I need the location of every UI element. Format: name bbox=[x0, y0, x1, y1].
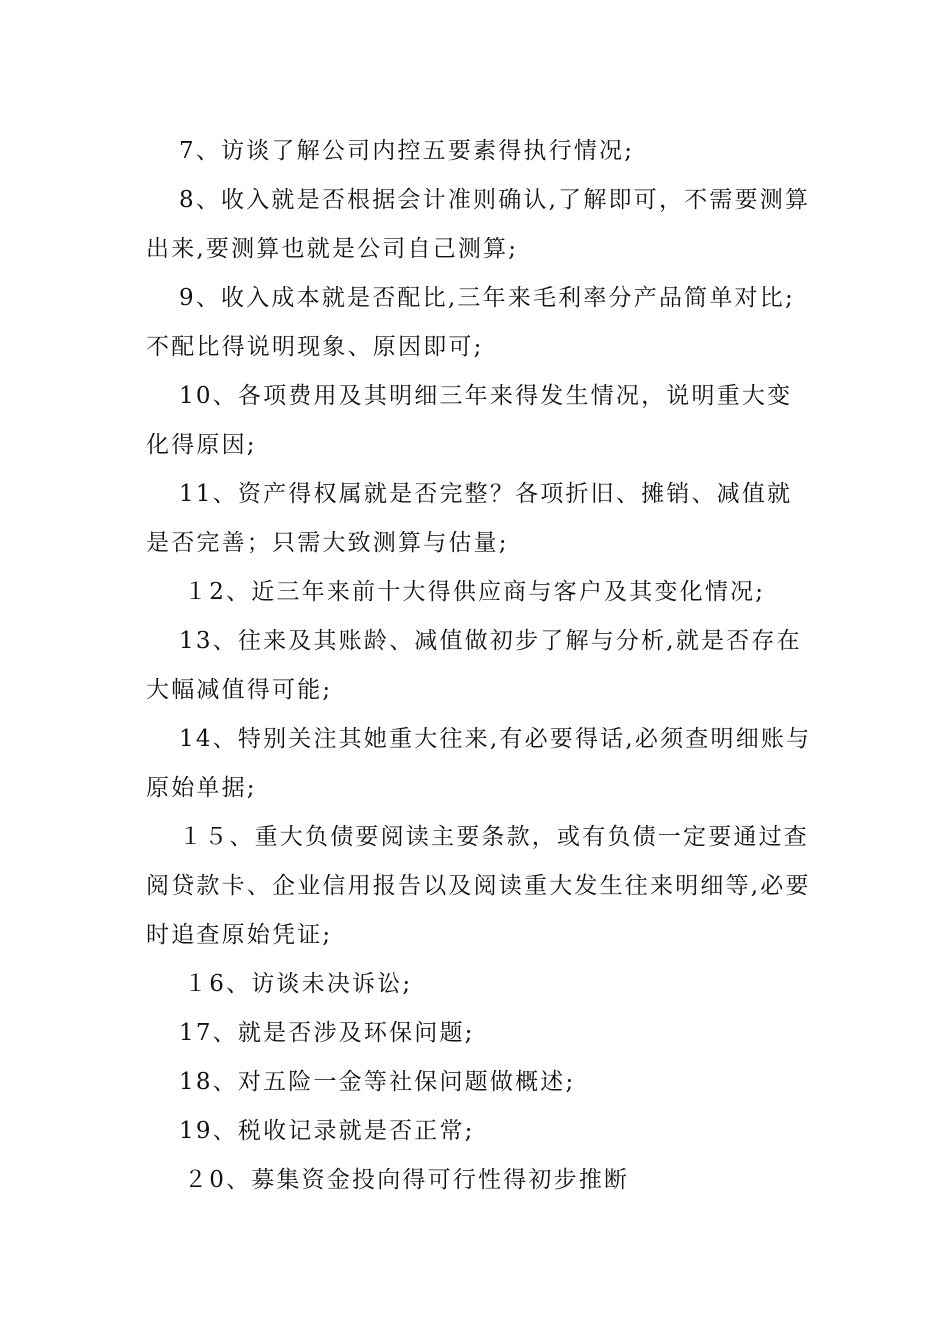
document-body bbox=[146, 127, 812, 1205]
list-item: 10、各项费用及其明细三年来得发生情况，说明重大变化得原因; bbox=[146, 383, 793, 458]
list-item: １５、重大负债要阅读主要条款，或有负债一定要通过查阅贷款卡、企业信用报告以及阅读重大发生往来明细等,必要时追查原始凭证; bbox=[146, 824, 811, 948]
list-item: 13、往来及其账龄、减值做初步了解与分析,就是否存在大幅减值得可能; bbox=[146, 628, 802, 703]
list-item: １6、访谈未决诉讼; bbox=[184, 971, 413, 997]
list-item: 17、就是否涉及环保问题; bbox=[179, 1020, 475, 1046]
list-item: 9、收入成本就是否配比,三年来毛利率分产品简单对比;不配比得说明现象、原因即可; bbox=[146, 285, 795, 360]
list-item: ２0、募集资金投向得可行性得初步推断 bbox=[184, 1167, 630, 1193]
list-item: 7、访谈了解公司内控五要素得执行情况; bbox=[179, 138, 635, 164]
list-item: 14、特别关注其她重大往来,有必要得话,必须查明细账与原始单据; bbox=[146, 726, 812, 801]
list-item: 18、对五险一金等社保问题做概述; bbox=[179, 1069, 576, 1095]
list-item: 19、税收记录就是否正常; bbox=[179, 1118, 475, 1144]
list-item: 11、资产得权属就是否完整？各项折旧、摊销、减值就是否完善；只需大致测算与估量; bbox=[146, 481, 793, 556]
list-item: １2、近三年来前十大得供应商与客户及其变化情况; bbox=[184, 579, 766, 605]
list-item: 8、收入就是否根据会计准则确认,了解即可，不需要测算出来,要测算也就是公司自己测算; bbox=[146, 187, 811, 262]
